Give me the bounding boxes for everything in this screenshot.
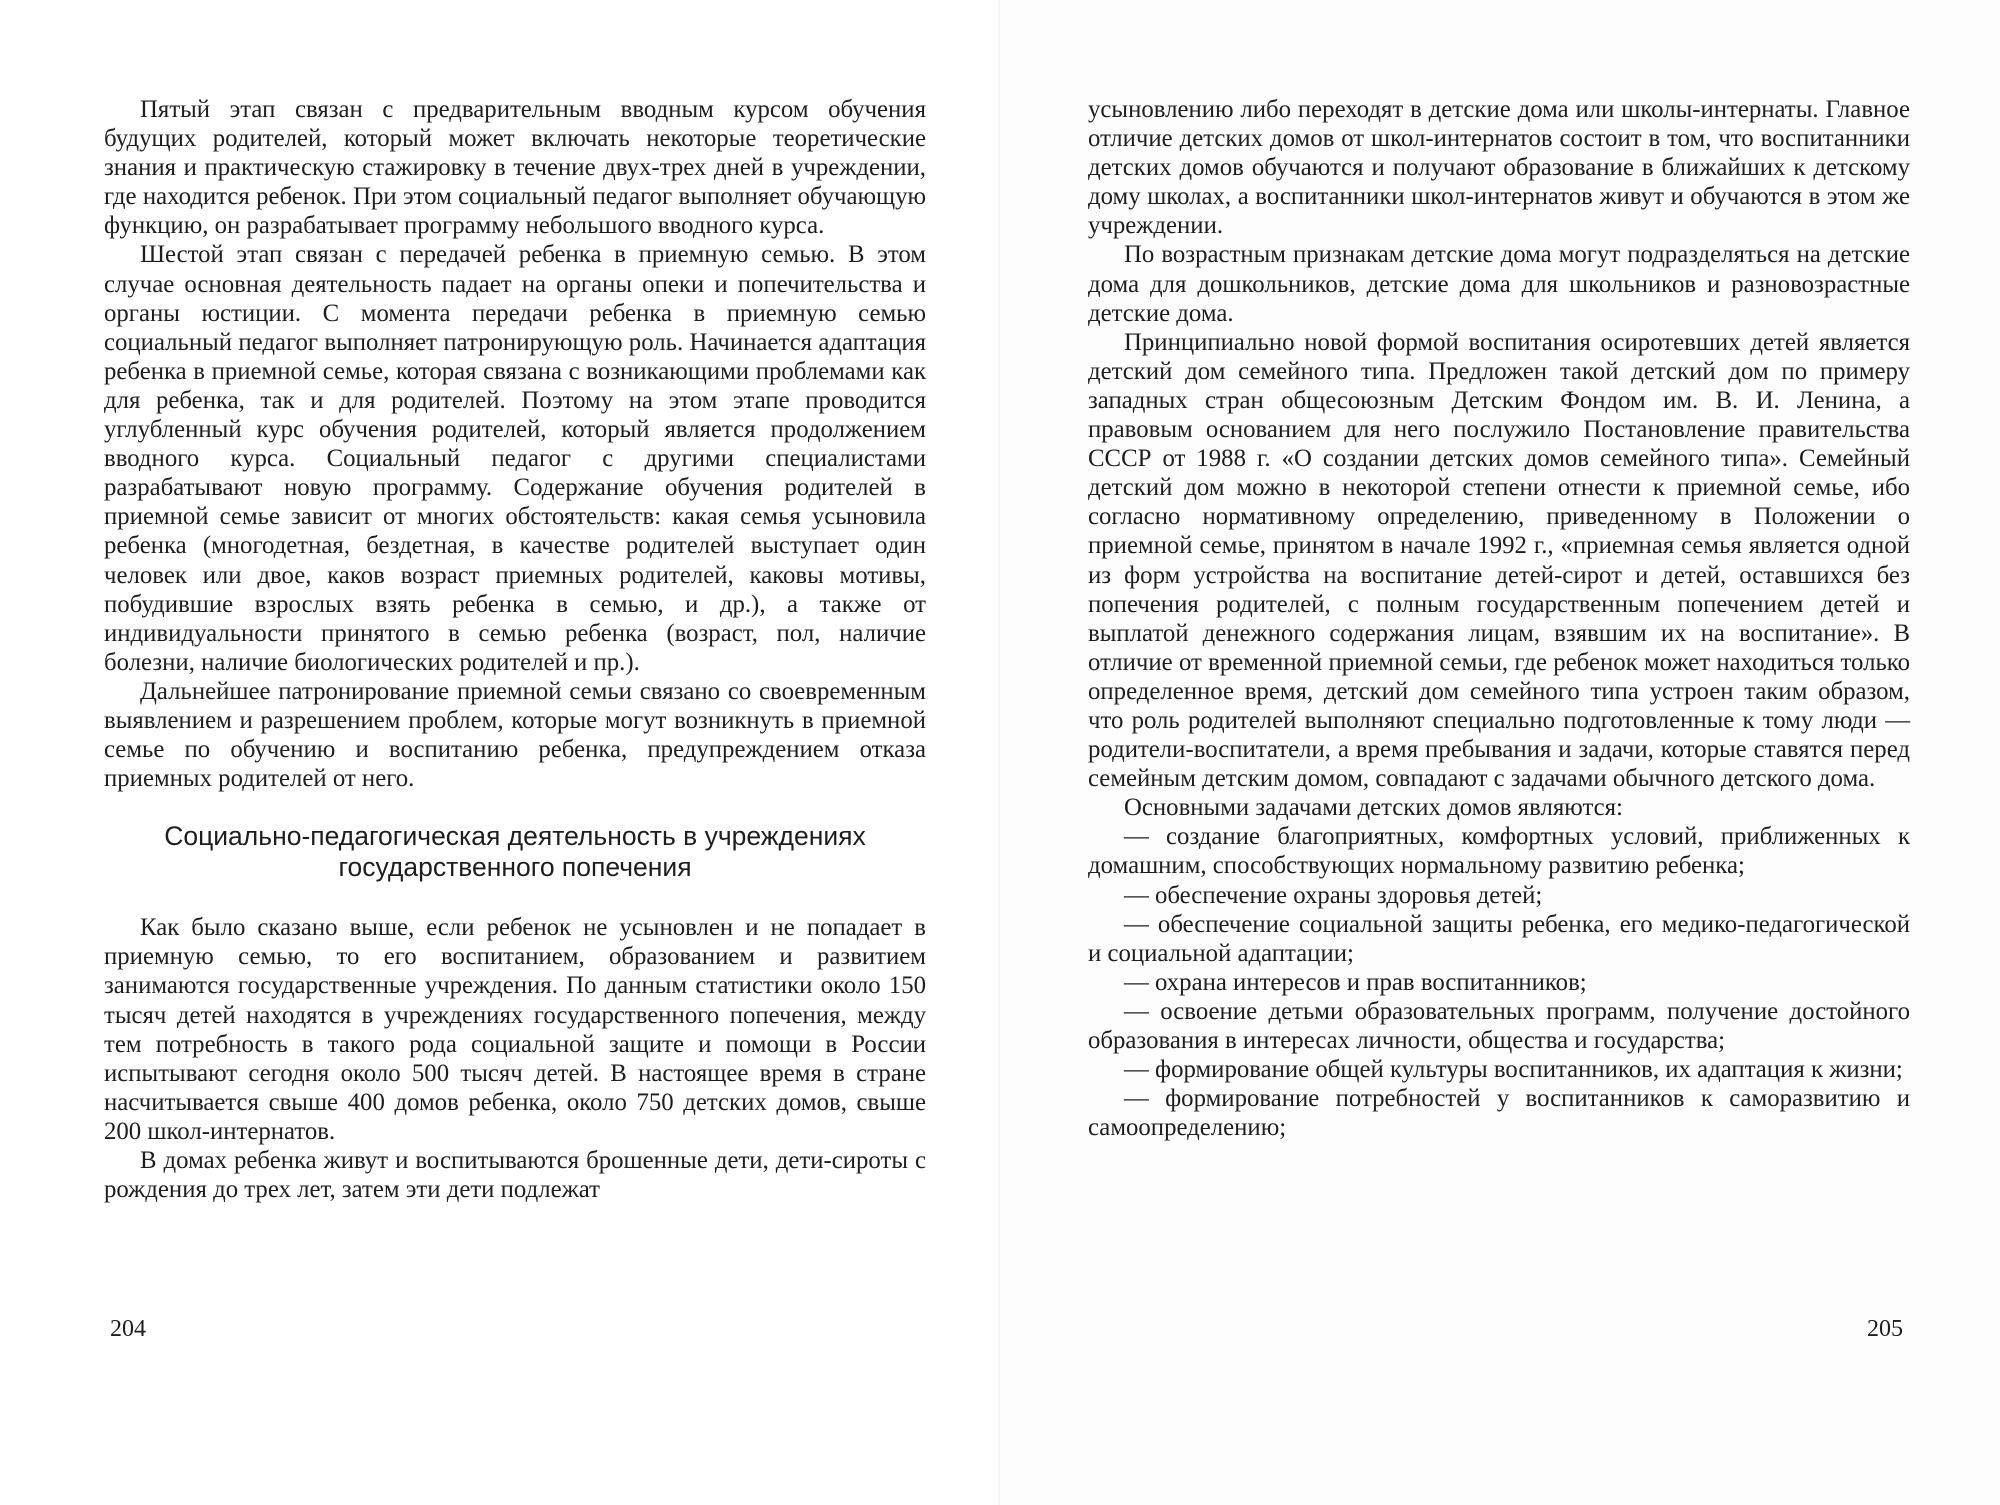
right-page <box>1000 0 2000 1505</box>
left-text-column <box>104 95 926 1204</box>
list-item: — создание благоприятных, комфортных условий, приближенных к домашним, способствующих нормальному развитию ребенка; <box>1088 823 1910 880</box>
tasks-list-intro: Основными задачами детских домов являются: <box>1124 794 1623 822</box>
paragraph-age-groups: По возрастным признакам детские дома могут подразделяться на детские дома для дошкольников, детские дома для школьников и разновозрастные детские дома. <box>1088 241 1910 327</box>
list-item: — обеспечение охраны здоровья детей; <box>1124 881 1543 909</box>
page-number-left: 204 <box>110 1316 146 1342</box>
paragraph-fifth-stage: Пятый этап связан с предварительным вводным курсом обучения будущих родителей, который может включать некоторые теоретические знания и практическую стажировку в течение двух-трех дней в учреждении, где находится ребенок. При этом социальный педагог выполняет обучающую функцию, он разрабатывает программу небольшого вводного курса. <box>104 96 926 240</box>
paragraph-state-institutions: Как было сказано выше, если ребенок не усыновлен и не попадает в приемную семью, то его воспитанием, образованием и развитием занимаются государственные учреждения. По данным статистики около 150 тысяч детей находятся в учреждениях государственного попечения, между тем потребность в такого рода социальной защите и помощи в России испытывают сегодня около 500 тысяч детей. В настоящее время в стране насчитывается свыше 400 домов ребенка, около 750 детских домов, свыше 200 школ-интернатов. <box>104 914 926 1145</box>
right-text-column <box>1088 95 1910 1142</box>
list-item: — освоение детьми образовательных программ, получение достойного образования в интересах личности, общества и государства; <box>1088 997 1910 1054</box>
page-number-right: 205 <box>1867 1316 1903 1342</box>
section-heading-line-1: Социально-педагогическая деятельность в учреждениях <box>164 821 866 852</box>
paragraph-baby-homes: В домах ребенка живут и воспитываются брошенные дети, дети-сироты с рождения до трех лет, затем эти дети подлежат <box>104 1147 926 1204</box>
tasks-list <box>1088 822 1910 1142</box>
paragraph-continuation: усыновлению либо переходят в детские дома или школы-интернаты. Главное отличие детских домов от школ-интернатов состоит в том, что воспитанники детских домов обучаются и получают образование в ближайших к детскому дому школах, а воспитанники школ-интернатов живут и обучаются в этом же учреждении. <box>1088 96 1910 240</box>
list-item: — формирование потребностей у воспитанников к саморазвитию и самоопределению; <box>1088 1085 1910 1142</box>
list-item: — охрана интересов и прав воспитанников; <box>1124 968 1587 996</box>
paragraph-sixth-stage: Шестой этап связан с передачей ребенка в приемную семью. В этом случае основная деятельность падает на органы опеки и попечительства и органы юстиции. С момента передачи ребенка в приемную семью социальный педагог выполняет патронирующую роль. Начинается адаптация ребенка в приемной семье, которая связана с возникающими проблемами как для ребенка, так и для родителей. Поэтому на этом этапе проводится углубленный курс обучения родителей, который является продолжением вводного курса. Социальный педагог с другими специалистами разрабатывают новую программу. Содержание обучения родителей в приемной семье зависит от многих обстоятельств: какая семья усыновила ребенка (многодетная, бездетная, в качестве родителей выступает один человек или двое, каков возраст приемных родителей, каковы мотивы, побудившие взрослых взять ребенка в семью, и др.), а также от индивидуальности принятого в семью ребенка (возраст, пол, наличие болезни, наличие биологических родителей и пр.). <box>104 241 926 676</box>
list-item: — обеспечение социальной защиты ребенка, его медико-педагогической и социальной адаптации; <box>1088 910 1910 967</box>
section-heading <box>104 821 926 883</box>
paragraph-patronage: Дальнейшее патронирование приемной семьи связано со своевременным выявлением и разрешением проблем, которые могут возникнуть в приемной семье по обучению и воспитанию ребенка, предупреждением отказа приемных родителей от него. <box>104 677 926 793</box>
list-item: — формирование общей культуры воспитанников, их адаптация к жизни; <box>1124 1056 1903 1084</box>
paragraph-family-type-home: Принципиально новой формой воспитания осиротевших детей является детский дом семейного типа. Предложен такой детский дом по примеру западных стран общесоюзным Детским Фондом им. В. И. Ленина, а правовым основанием для него послужило Постановление правительства СССР от 1988 г. «О создании детских домов семейного типа». Семейный детский дом можно в некоторой степени отнести к приемной семье, ибо согласно нормативному определению, приведенному в Положении о приемной семье, принятом в начале 1992 г., «приемная семья является одной из форм устройства на воспитание детей-сирот и детей, оставшихся без попечения родителей, с полным государственным попечением детей и выплатой денежного содержания лицам, взявшим их на воспитание». В отличие от временной приемной семьи, где ребенок может находиться только определенное время, детский дом семейного типа устроен таким образом, что роль родителей выполняют специально подготовленные к тому люди — родители-воспитатели, а время пребывания и задачи, которые ставятся перед семейным детским домом, совпадают с задачами обычного детского дома. <box>1088 328 1910 793</box>
section-heading-line-2: государственного попечения <box>338 852 692 883</box>
